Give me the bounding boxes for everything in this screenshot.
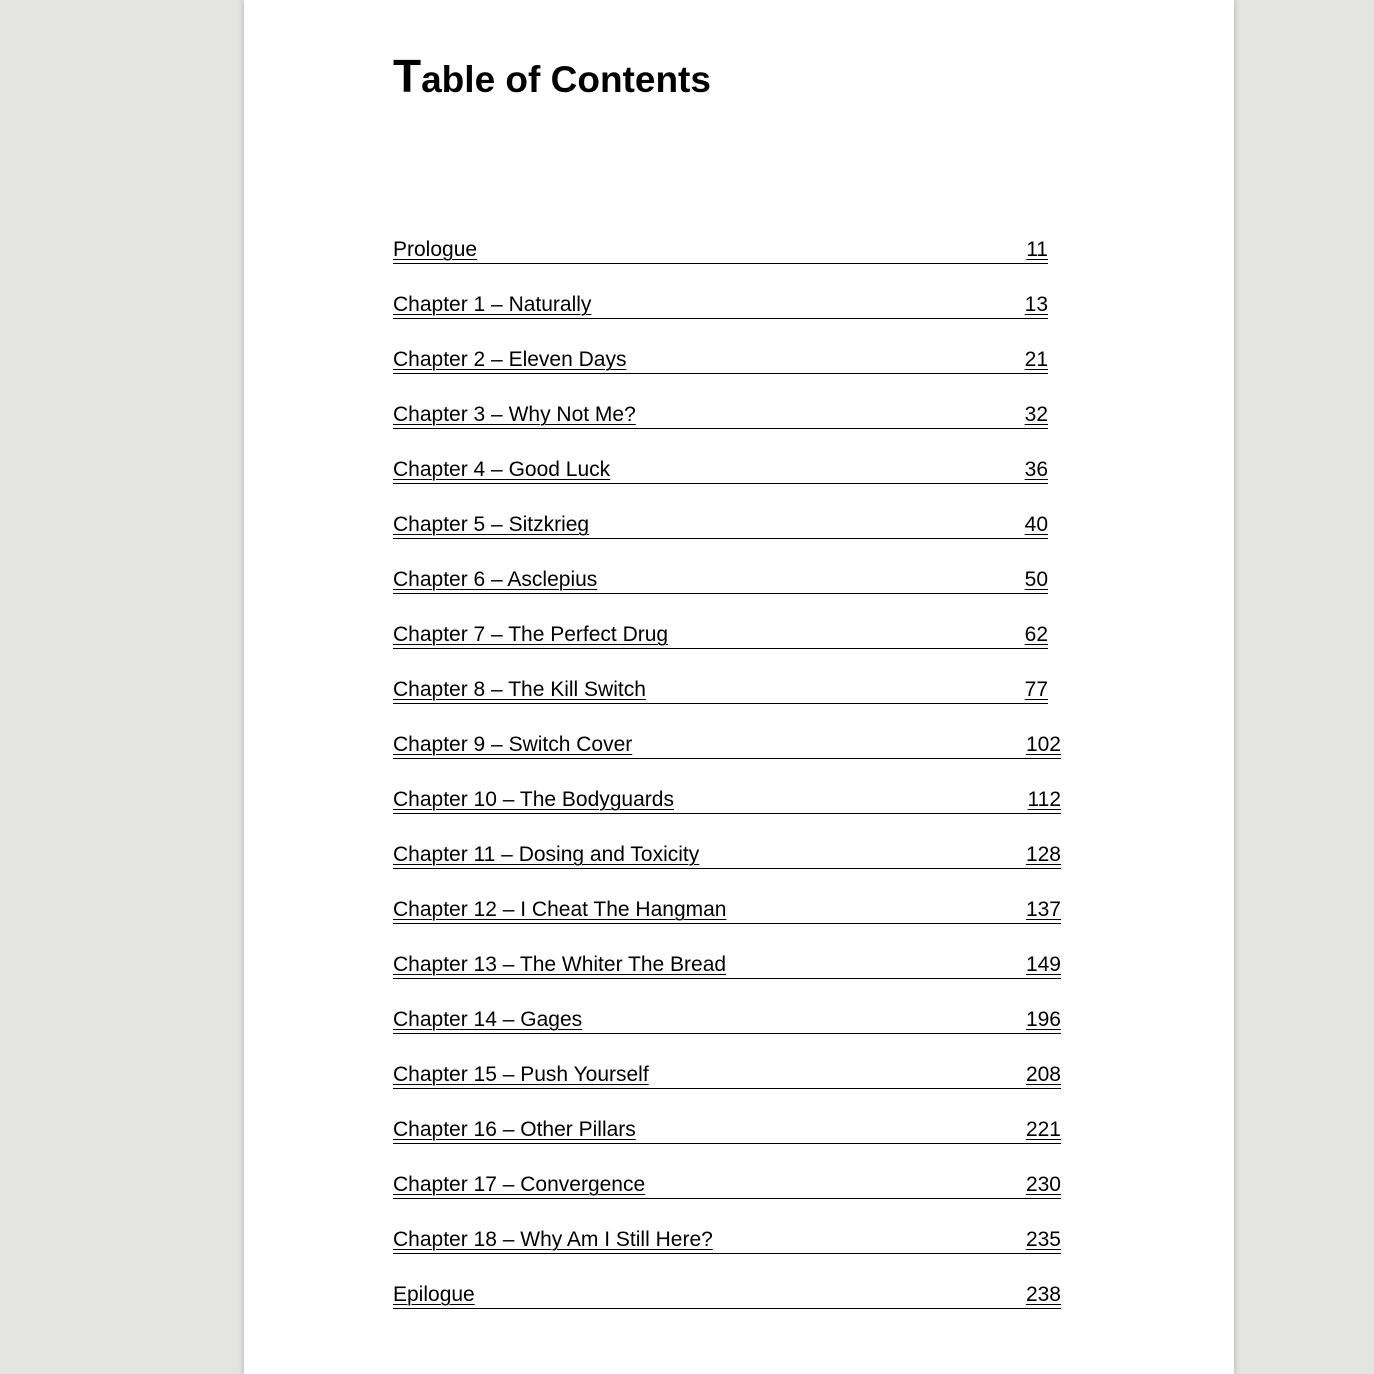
toc-entry-label[interactable]: Chapter 14 – Gages bbox=[393, 1008, 583, 1031]
toc-leader-line bbox=[393, 648, 1048, 649]
toc-entry-page-number[interactable]: 221 bbox=[1025, 1118, 1061, 1141]
toc-entry-page-number[interactable]: 62 bbox=[1024, 623, 1048, 646]
toc-entry-label[interactable]: Chapter 10 – The Bodyguards bbox=[393, 788, 674, 811]
toc-entry[interactable] bbox=[393, 508, 1048, 538]
toc-leader-line bbox=[393, 1088, 1061, 1089]
toc-entry[interactable] bbox=[393, 1278, 1061, 1308]
toc-leader-line bbox=[393, 703, 1048, 704]
toc-entry-label[interactable]: Chapter 16 – Other Pillars bbox=[393, 1118, 636, 1141]
toc-leader-line bbox=[393, 428, 1048, 429]
toc-entry[interactable] bbox=[393, 1113, 1061, 1143]
toc-entry[interactable] bbox=[393, 1168, 1061, 1198]
toc-entry-page-number[interactable]: 137 bbox=[1025, 898, 1061, 921]
toc-entry[interactable] bbox=[393, 1003, 1061, 1033]
toc-entry-page-number[interactable]: 149 bbox=[1025, 953, 1061, 976]
toc-leader-line bbox=[393, 483, 1048, 484]
toc-entry-page-number[interactable]: 102 bbox=[1025, 733, 1061, 756]
toc-entry[interactable] bbox=[393, 728, 1061, 758]
toc-entry-page-number[interactable]: 128 bbox=[1025, 843, 1061, 866]
toc-entry-page-number[interactable]: 40 bbox=[1024, 513, 1048, 536]
toc-entry-label[interactable]: Chapter 17 – Convergence bbox=[393, 1173, 646, 1196]
toc-leader-line bbox=[393, 373, 1048, 374]
toc-entry[interactable] bbox=[393, 893, 1061, 923]
toc-entry[interactable] bbox=[393, 1223, 1061, 1253]
toc-leader-line bbox=[393, 813, 1061, 814]
document-page bbox=[244, 0, 1234, 1374]
toc-leader-line bbox=[393, 1143, 1061, 1144]
toc-entry-page-number[interactable]: 77 bbox=[1024, 678, 1048, 701]
toc-entry-label[interactable]: Chapter 4 – Good Luck bbox=[393, 458, 611, 481]
toc-entry-label[interactable]: Chapter 9 – Switch Cover bbox=[393, 733, 633, 756]
toc-entry-label[interactable]: Chapter 15 – Push Yourself bbox=[393, 1063, 649, 1086]
toc-entry-page-number[interactable]: 230 bbox=[1025, 1173, 1061, 1196]
toc-entry[interactable] bbox=[393, 288, 1048, 318]
toc-entry-label[interactable]: Chapter 5 – Sitzkrieg bbox=[393, 513, 590, 536]
toc-entry[interactable] bbox=[393, 1058, 1061, 1088]
toc-entry-page-number[interactable]: 208 bbox=[1025, 1063, 1061, 1086]
toc-entry-label[interactable]: Prologue bbox=[393, 238, 478, 261]
title-initial: T bbox=[393, 50, 422, 102]
toc-entry-page-number[interactable]: 50 bbox=[1024, 568, 1048, 591]
toc-entry-label[interactable]: Chapter 11 – Dosing and Toxicity bbox=[393, 843, 700, 866]
toc-entry-page-number[interactable]: 196 bbox=[1025, 1008, 1061, 1031]
toc-entry-label[interactable]: Chapter 1 – Naturally bbox=[393, 293, 592, 316]
toc-entry-label[interactable]: Chapter 2 – Eleven Days bbox=[393, 348, 627, 371]
toc-entry-label[interactable]: Epilogue bbox=[393, 1283, 475, 1306]
toc-entry[interactable] bbox=[393, 838, 1061, 868]
page-title bbox=[393, 52, 711, 104]
toc-leader-line bbox=[393, 923, 1061, 924]
toc-entry[interactable] bbox=[393, 673, 1048, 703]
toc-leader-line bbox=[393, 263, 1048, 264]
toc-entry[interactable] bbox=[393, 618, 1048, 648]
toc-entry-page-number[interactable]: 235 bbox=[1025, 1228, 1061, 1251]
toc-leader-line bbox=[393, 978, 1061, 979]
toc-entry-page-number[interactable]: 238 bbox=[1025, 1283, 1061, 1306]
toc-entry-page-number[interactable]: 21 bbox=[1024, 348, 1048, 371]
toc-entry-page-number[interactable]: 13 bbox=[1024, 293, 1048, 316]
toc-entry-label[interactable]: Chapter 12 – I Cheat The Hangman bbox=[393, 898, 727, 921]
toc-entry[interactable] bbox=[393, 948, 1061, 978]
toc-entry-label[interactable]: Chapter 8 – The Kill Switch bbox=[393, 678, 646, 701]
toc-entry[interactable] bbox=[393, 563, 1048, 593]
toc-entry-label[interactable]: Chapter 6 – Asclepius bbox=[393, 568, 598, 591]
toc-leader-line bbox=[393, 538, 1048, 539]
toc-leader-line bbox=[393, 1033, 1061, 1034]
toc-entry[interactable] bbox=[393, 343, 1048, 373]
toc-entry-label[interactable]: Chapter 18 – Why Am I Still Here? bbox=[393, 1228, 713, 1251]
title-text: able of Contents bbox=[421, 59, 711, 100]
toc-leader-line bbox=[393, 318, 1048, 319]
toc-entry-page-number[interactable]: 36 bbox=[1024, 458, 1048, 481]
toc-leader-line bbox=[393, 1253, 1061, 1254]
toc-entry-label[interactable]: Chapter 13 – The Whiter The Bread bbox=[393, 953, 727, 976]
toc-entry-label[interactable]: Chapter 3 – Why Not Me? bbox=[393, 403, 636, 426]
toc-entry-page-number[interactable]: 32 bbox=[1024, 403, 1048, 426]
toc-leader-line bbox=[393, 758, 1061, 759]
toc-entry-page-number[interactable]: 112 bbox=[1027, 788, 1061, 811]
toc-entry[interactable] bbox=[393, 783, 1061, 813]
toc-leader-line bbox=[393, 1308, 1061, 1309]
toc-entry[interactable] bbox=[393, 453, 1048, 483]
toc-leader-line bbox=[393, 1198, 1061, 1199]
toc-leader-line bbox=[393, 593, 1048, 594]
toc-entry[interactable] bbox=[393, 398, 1048, 428]
toc-entry-page-number[interactable]: 11 bbox=[1026, 238, 1048, 261]
toc-entry[interactable] bbox=[393, 233, 1048, 263]
toc-entry-label[interactable]: Chapter 7 – The Perfect Drug bbox=[393, 623, 669, 646]
toc-leader-line bbox=[393, 868, 1061, 869]
